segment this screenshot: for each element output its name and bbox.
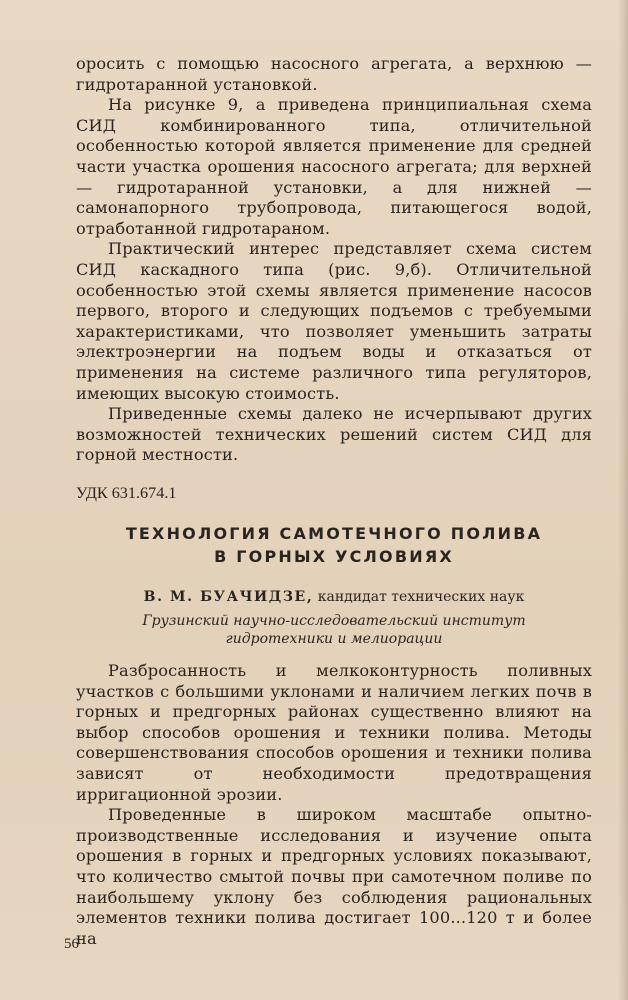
udk-code: УДК 631.674.1 <box>76 484 177 502</box>
paragraph: Разбросанность и мелкоконтурность поливных участков с большими уклонами и наличием легких почв в горных и предгорных районах существенно влияют на выбор способов орошения и техники полива. Методы совершенствования способов орошения и техники полива зависят от необходимости предотвращения ирригационной эрозии. <box>76 661 592 804</box>
article-title <box>76 522 592 568</box>
title-line: В ГОРНЫХ УСЛОВИЯХ <box>214 547 454 566</box>
affiliation-line: гидротехники и мелиорации <box>225 631 443 647</box>
article-body <box>76 661 592 949</box>
paragraph: Практический интерес представляет схема систем СИД каскадного типа (рис. 9,б). Отличительной особенностью этой схемы является применение насосов первого, второго и следующих подъемов с требуемыми характеристиками, что позволяет уменьшить затраты электроэнергии на подъем воды и отказаться от применения на системе различного типа регуляторов, имеющих высокую стоимость. <box>76 239 592 403</box>
paragraph: Проведенные в широком масштабе опытно-производственные исследования и изучение опыта орошения в горных и предгорных условиях показывают, что количество смытой почвы при самотечном поливе по наибольшему уклону без соблюдения рациональных элементов техники полива достигает 100...120 т и более на <box>76 805 592 948</box>
author-name: В. М. БУАЧИДЗЕ, <box>143 589 314 605</box>
author-degree: кандидат технических наук <box>317 589 525 605</box>
title-line: ТЕХНОЛОГИЯ САМОТЕЧНОГО ПОЛИВА <box>125 524 543 543</box>
author-line <box>76 588 592 606</box>
previous-article-text <box>76 54 592 466</box>
paragraph: Приведенные схемы далеко не исчерпывают других возможностей технических решений систем СИД для горной местности. <box>76 404 592 465</box>
paragraph: На рисунке 9, а приведена принципиальная схема СИД комбинированного типа, отличительной особенностью которой является применение для средней части участка орошения насосного агрегата; для верхней — гидротаранной установки, а для нижней — самонапорного трубопровода, питающегося водой, отработанной гидротараном. <box>76 95 592 238</box>
affiliation <box>76 612 592 648</box>
paragraph: оросить с помощью насосного агрегата, а верхнюю — гидротаранной установкой. <box>76 54 592 94</box>
affiliation-line: Грузинский научно-исследовательский институт <box>142 613 526 629</box>
page-number: 56 <box>64 936 79 952</box>
page-edge-shadow <box>618 0 628 1000</box>
